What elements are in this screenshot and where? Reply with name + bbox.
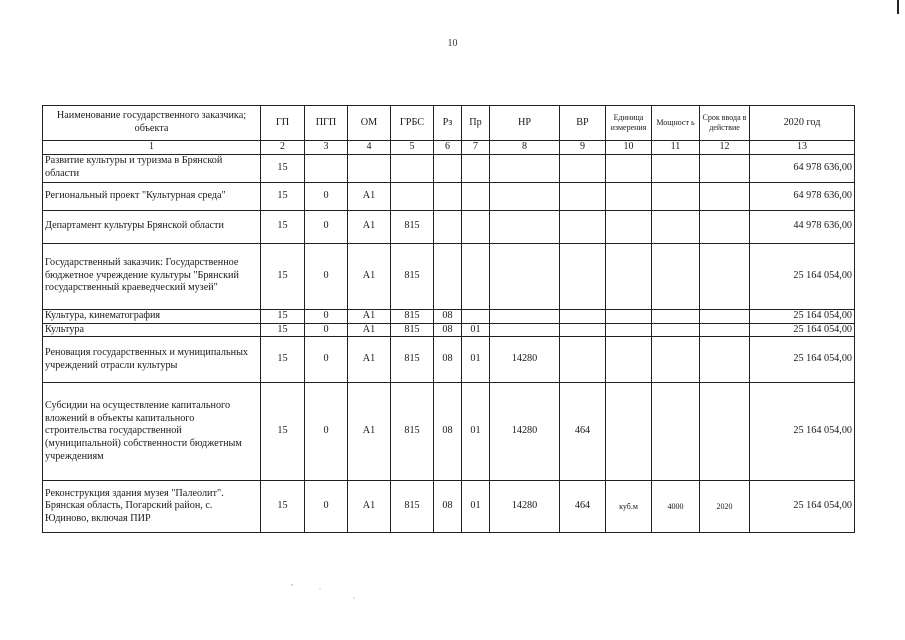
code-cell	[560, 210, 606, 243]
code-cell	[434, 154, 462, 182]
scan-specks	[290, 583, 360, 603]
code-cell	[700, 309, 750, 323]
code-cell: 815	[391, 481, 434, 533]
column-header: Рз	[434, 106, 462, 141]
code-cell: 01	[462, 337, 490, 383]
table-row	[43, 481, 855, 533]
code-cell	[560, 309, 606, 323]
code-cell: 14280	[490, 383, 560, 481]
table-row	[43, 383, 855, 481]
code-cell: А1	[348, 323, 391, 337]
code-cell: 815	[391, 309, 434, 323]
column-number: 3	[305, 141, 348, 155]
code-cell	[490, 154, 560, 182]
code-cell: 08	[434, 323, 462, 337]
column-number: 10	[606, 141, 652, 155]
amount-cell: 25 164 054,00	[750, 323, 855, 337]
code-cell	[560, 154, 606, 182]
code-cell: 815	[391, 383, 434, 481]
code-cell: 15	[261, 154, 305, 182]
table-body	[43, 154, 855, 533]
object-name-cell: Реконструкция здания музея "Палеолит". Брянская область, Погарский район, с. Юдиново, включая ПИР	[43, 481, 261, 533]
code-cell: 15	[261, 383, 305, 481]
amount-cell: 25 164 054,00	[750, 481, 855, 533]
code-cell: 15	[261, 337, 305, 383]
code-cell	[652, 154, 700, 182]
code-cell	[606, 243, 652, 309]
column-header: Мощност ь	[652, 106, 700, 141]
code-cell: 15	[261, 309, 305, 323]
amount-cell: 64 978 636,00	[750, 154, 855, 182]
object-name-cell: Государственный заказчик: Государственное бюджетное учреждение культуры "Брянский государственный краеведческий музей"	[43, 243, 261, 309]
code-cell	[560, 337, 606, 383]
code-cell	[652, 210, 700, 243]
code-cell: 0	[305, 481, 348, 533]
code-cell	[434, 210, 462, 243]
code-cell: 2020	[700, 481, 750, 533]
code-cell	[490, 210, 560, 243]
column-number: 11	[652, 141, 700, 155]
code-cell	[700, 154, 750, 182]
code-cell: 15	[261, 481, 305, 533]
code-cell	[560, 182, 606, 210]
code-cell	[700, 383, 750, 481]
code-cell: 08	[434, 481, 462, 533]
code-cell	[490, 309, 560, 323]
table-row	[43, 154, 855, 182]
column-header: 2020 год	[750, 106, 855, 141]
code-cell: 0	[305, 383, 348, 481]
code-cell	[700, 337, 750, 383]
column-header: ГП	[261, 106, 305, 141]
column-header: Единица измерения	[606, 106, 652, 141]
code-cell	[652, 337, 700, 383]
table-row	[43, 210, 855, 243]
code-cell: 15	[261, 243, 305, 309]
column-number: 6	[434, 141, 462, 155]
code-cell	[606, 210, 652, 243]
object-name-cell: Культура	[43, 323, 261, 337]
code-cell	[462, 182, 490, 210]
object-name-cell: Реновация государственных и муниципальных учреждений отрасли культуры	[43, 337, 261, 383]
code-cell: 0	[305, 210, 348, 243]
code-cell: 14280	[490, 337, 560, 383]
amount-cell: 64 978 636,00	[750, 182, 855, 210]
code-cell: А1	[348, 309, 391, 323]
column-number: 7	[462, 141, 490, 155]
code-cell: 01	[462, 481, 490, 533]
code-cell	[700, 323, 750, 337]
object-name-cell: Развитие культуры и туризма в Брянской области	[43, 154, 261, 182]
code-cell: 01	[462, 323, 490, 337]
amount-cell: 44 978 636,00	[750, 210, 855, 243]
table-header-row	[43, 106, 855, 141]
table-row	[43, 323, 855, 337]
code-cell	[700, 182, 750, 210]
code-cell	[606, 309, 652, 323]
code-cell	[490, 243, 560, 309]
code-cell	[700, 210, 750, 243]
column-header: Наименование государственного заказчика; объекта	[43, 106, 261, 141]
code-cell	[434, 243, 462, 309]
column-header: НР	[490, 106, 560, 141]
column-number: 8	[490, 141, 560, 155]
table-row	[43, 243, 855, 309]
code-cell	[391, 182, 434, 210]
code-cell: 0	[305, 243, 348, 309]
column-number: 4	[348, 141, 391, 155]
code-cell: 815	[391, 210, 434, 243]
code-cell	[348, 154, 391, 182]
code-cell	[606, 182, 652, 210]
code-cell: А1	[348, 481, 391, 533]
code-cell: куб.м	[606, 481, 652, 533]
code-cell: 08	[434, 383, 462, 481]
code-cell	[490, 182, 560, 210]
code-cell	[652, 243, 700, 309]
object-name-cell: Региональный проект "Культурная среда"	[43, 182, 261, 210]
column-number: 12	[700, 141, 750, 155]
code-cell: А1	[348, 182, 391, 210]
code-cell	[652, 182, 700, 210]
column-header: Пр	[462, 106, 490, 141]
code-cell	[560, 323, 606, 337]
amount-cell: 25 164 054,00	[750, 309, 855, 323]
code-cell	[305, 154, 348, 182]
code-cell: 815	[391, 323, 434, 337]
table-row	[43, 309, 855, 323]
code-cell	[652, 323, 700, 337]
object-name-cell: Субсидии на осуществление капитального вложений в объекты капитального строительства государственной (муниципальной) собственности бюджетным учреждениям	[43, 383, 261, 481]
table-row	[43, 337, 855, 383]
code-cell: 08	[434, 309, 462, 323]
amount-cell: 25 164 054,00	[750, 243, 855, 309]
code-cell: 0	[305, 337, 348, 383]
code-cell: А1	[348, 383, 391, 481]
code-cell: А1	[348, 243, 391, 309]
code-cell	[462, 309, 490, 323]
code-cell	[462, 243, 490, 309]
code-cell: 0	[305, 309, 348, 323]
code-cell: 14280	[490, 481, 560, 533]
code-cell	[490, 323, 560, 337]
code-cell: 815	[391, 243, 434, 309]
column-number: 13	[750, 141, 855, 155]
column-header: ПГП	[305, 106, 348, 141]
code-cell	[560, 243, 606, 309]
code-cell: 464	[560, 481, 606, 533]
table-row	[43, 182, 855, 210]
code-cell	[652, 383, 700, 481]
code-cell: А1	[348, 210, 391, 243]
code-cell	[606, 154, 652, 182]
code-cell	[434, 182, 462, 210]
column-number: 2	[261, 141, 305, 155]
code-cell: 15	[261, 182, 305, 210]
code-cell: 0	[305, 323, 348, 337]
column-number: 9	[560, 141, 606, 155]
column-header: ГРБС	[391, 106, 434, 141]
budget-table	[42, 105, 855, 533]
code-cell: 464	[560, 383, 606, 481]
code-cell: 01	[462, 383, 490, 481]
column-number: 1	[43, 141, 261, 155]
code-cell: 0	[305, 182, 348, 210]
code-cell	[652, 309, 700, 323]
code-cell: 15	[261, 323, 305, 337]
object-name-cell: Департамент культуры Брянской области	[43, 210, 261, 243]
code-cell	[391, 154, 434, 182]
code-cell	[700, 243, 750, 309]
code-cell	[462, 154, 490, 182]
code-cell: 4000	[652, 481, 700, 533]
code-cell	[606, 337, 652, 383]
code-cell: А1	[348, 337, 391, 383]
object-name-cell: Культура, кинематография	[43, 309, 261, 323]
code-cell: 08	[434, 337, 462, 383]
column-header: Срок ввода в действие	[700, 106, 750, 141]
code-cell: 15	[261, 210, 305, 243]
column-number: 5	[391, 141, 434, 155]
scan-edge-mark	[897, 0, 899, 14]
code-cell: 815	[391, 337, 434, 383]
code-cell	[606, 323, 652, 337]
amount-cell: 25 164 054,00	[750, 383, 855, 481]
column-header: ОМ	[348, 106, 391, 141]
code-cell	[462, 210, 490, 243]
column-header: ВР	[560, 106, 606, 141]
page-number: 10	[447, 38, 458, 49]
amount-cell: 25 164 054,00	[750, 337, 855, 383]
column-number-row	[43, 141, 855, 155]
code-cell	[606, 383, 652, 481]
